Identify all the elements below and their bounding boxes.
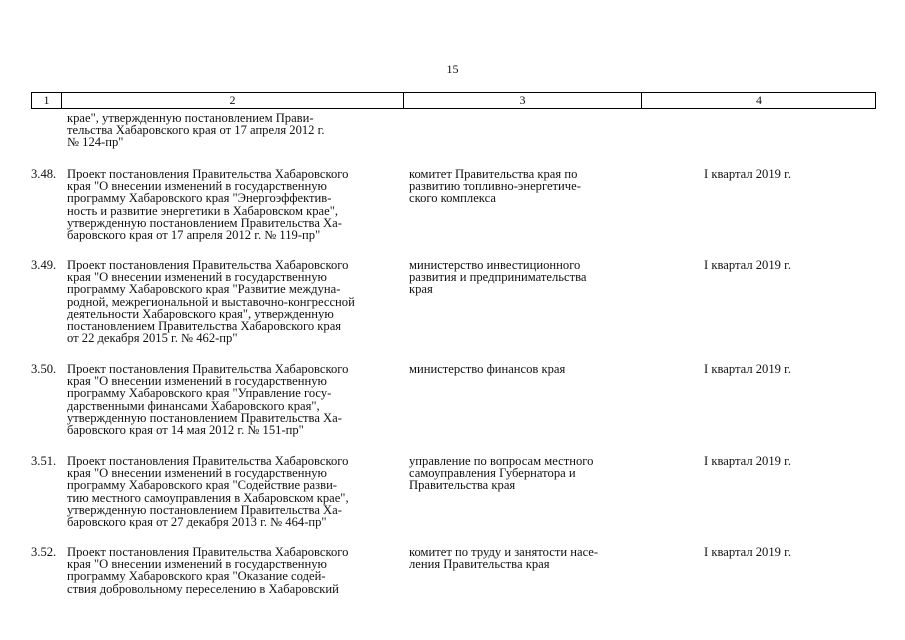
header-col-4: 4 xyxy=(756,93,762,107)
row-executor: комитет Правительства края по развитию топливно-энергетиче- ского комплекса xyxy=(409,167,581,206)
row-executor: министерство финансов края xyxy=(409,362,566,376)
header-col-1: 1 xyxy=(32,93,62,108)
row-number: 3.48. xyxy=(31,167,57,181)
row-number: 3.51. xyxy=(31,454,57,468)
page-number: 15 xyxy=(446,62,459,76)
row-description: Проект постановления Правительства Хабаровского края "О внесении изменений в государственную программу Хабаровского края "Управление госу- дарственными финансами Хабаровского края", утвержденную постановлением Правительства Ха- баровского края от 14 мая 2012 г. № 151-пр" xyxy=(67,362,349,438)
row-term: I квартал 2019 г. xyxy=(704,258,791,272)
row-number: 3.49. xyxy=(31,258,57,272)
row-description: Проект постановления Правительства Хабаровского края "О внесении изменений в государственную программу Хабаровского края "Энергоэффектив- ность и развитие энергетики в Хабаровском крае", утвержденную постановлением Правительства Ха- баровского края от 17 апреля 2012 г. № 119-пр" xyxy=(67,167,349,243)
row-number: 3.52. xyxy=(31,545,57,559)
row-number: 3.50. xyxy=(31,362,57,376)
row-description: Проект постановления Правительства Хабаровского края "О внесении изменений в государственную программу Хабаровского края "Оказание содей- ствия добровольному переселению в Хабаровский xyxy=(67,545,349,596)
table-header xyxy=(31,92,876,109)
row-term: I квартал 2019 г. xyxy=(704,545,791,559)
row-executor: министерство инвестиционного развития и предпринимательства края xyxy=(409,258,587,297)
continuation-text: крае", утвержденную постановлением Прави- тельства Хабаровского края от 17 апреля 2012 г. № 124-пр" xyxy=(67,111,325,150)
row-executor: комитет по труду и занятости насе- ления Правительства края xyxy=(409,545,599,572)
header-col-2: 2 xyxy=(62,93,404,108)
row-description: Проект постановления Правительства Хабаровского края "О внесении изменений в государственную программу Хабаровского края "Развитие междуна- родной, межрегиональной и выставочно-конгрессной деятельности Хабаровского края", утвержденную постановлением Правительства Хабаровского края от 22 декабря 2015 г. № 462-пр" xyxy=(67,258,355,346)
row-term: I квартал 2019 г. xyxy=(704,454,791,468)
row-executor: управление по вопросам местного самоуправления Губернатора и Правительства края xyxy=(409,454,594,493)
row-term: I квартал 2019 г. xyxy=(704,167,791,181)
row-term: I квартал 2019 г. xyxy=(704,362,791,376)
header-col-3: 3 xyxy=(404,93,642,108)
row-description: Проект постановления Правительства Хабаровского края "О внесении изменений в государственную программу Хабаровского края "Содействие разви- тию местного самоуправления в Хабаровском крае", утвержденную постановлением Правительства Ха- баровского края от 27 декабря 2013 г. № 464-пр" xyxy=(67,454,349,530)
